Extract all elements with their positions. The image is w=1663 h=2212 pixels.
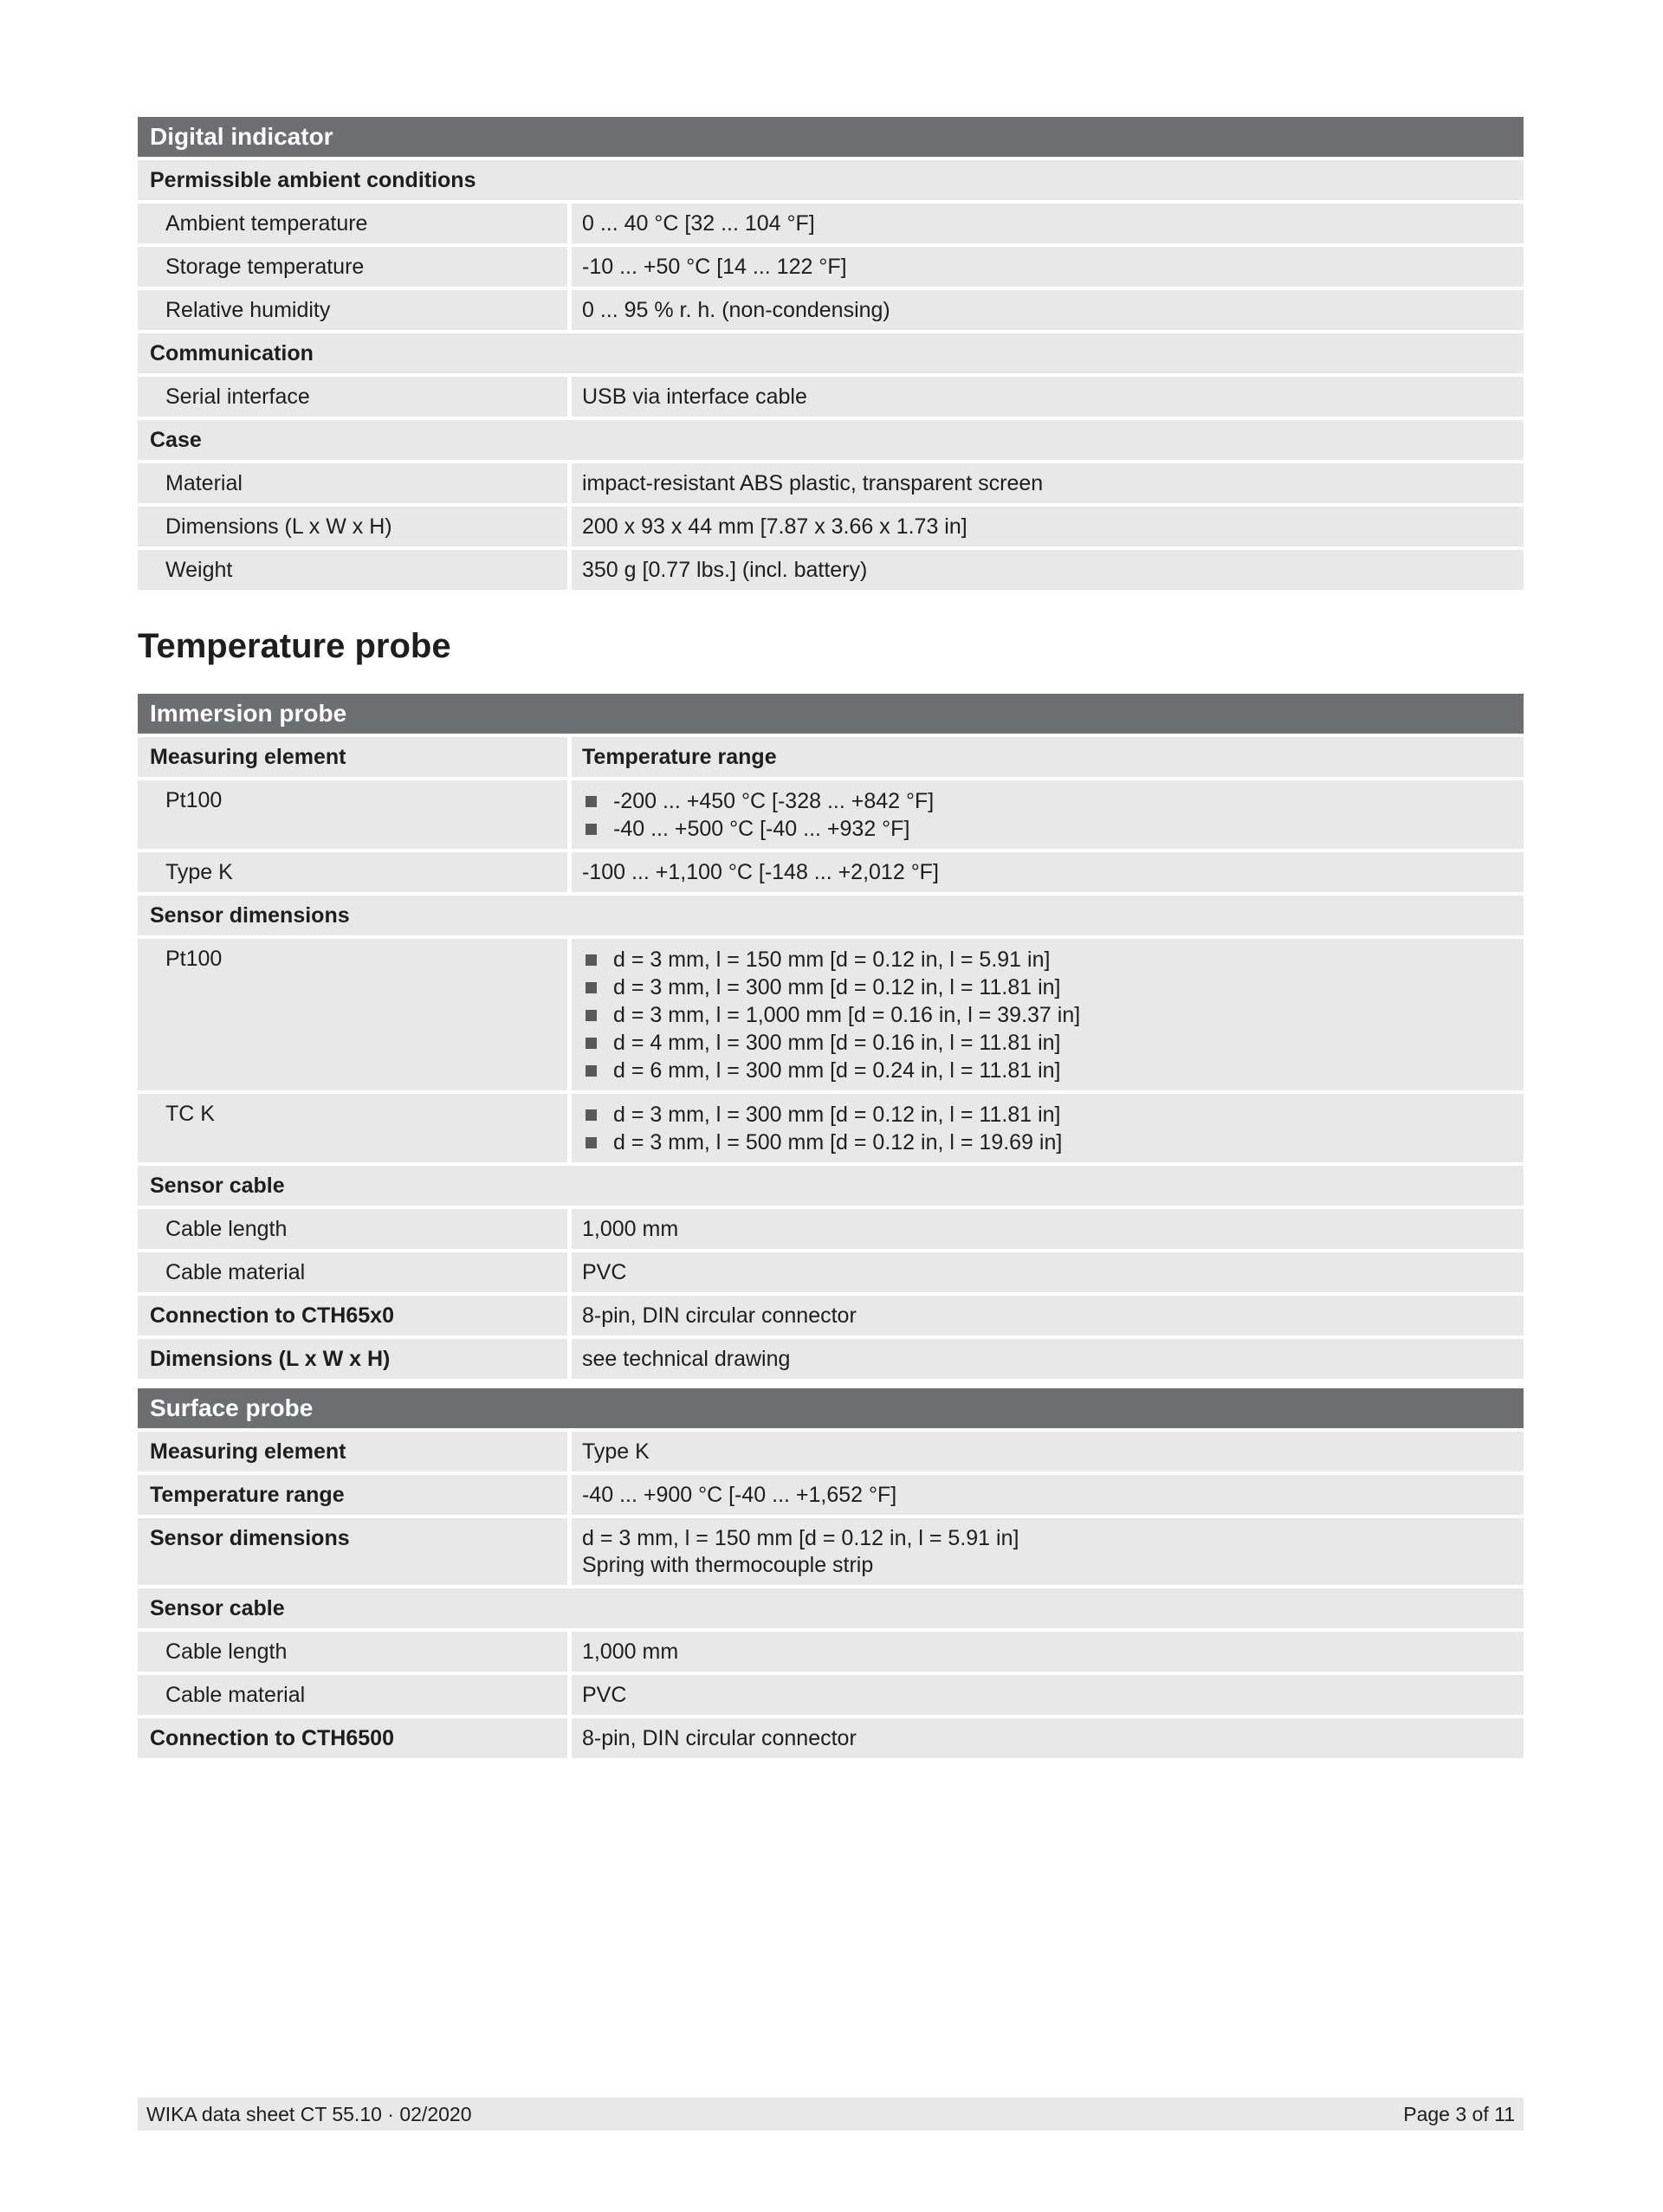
list-item: d = 3 mm, l = 150 mm [d = 0.12 in, l = 5.91 in] — [582, 946, 1524, 973]
row-label: Cable length — [138, 1209, 567, 1249]
table-row — [138, 1518, 1524, 1585]
row-label: Temperature range — [138, 1475, 567, 1515]
value-line: d = 3 mm, l = 150 mm [d = 0.12 in, l = 5.91 in] — [582, 1526, 1019, 1550]
table-header: Surface probe — [138, 1388, 1524, 1428]
row-value: 0 ... 95 % r. h. (non-condensing) — [572, 290, 1524, 330]
row-label: TC K — [138, 1094, 567, 1162]
row-value: see technical drawing — [572, 1339, 1524, 1379]
row-label: Measuring element — [138, 1432, 567, 1471]
row-value: -10 ... +50 °C [14 ... 122 °F] — [572, 247, 1524, 287]
list-item: -40 ... +500 °C [-40 ... +932 °F] — [582, 815, 1524, 843]
group-label: Sensor cable — [138, 1166, 1524, 1206]
row-value: 8-pin, DIN circular connector — [572, 1718, 1524, 1758]
row-label: Sensor dimensions — [138, 1518, 567, 1585]
row-value — [572, 1094, 1524, 1162]
list-item: d = 3 mm, l = 300 mm [d = 0.12 in, l = 11.81 in] — [582, 973, 1524, 1001]
surface-probe-table — [138, 1388, 1524, 1762]
row-label: Weight — [138, 550, 567, 590]
row-label: Pt100 — [138, 780, 567, 849]
row-value — [572, 780, 1524, 849]
row-value: 8-pin, DIN circular connector — [572, 1296, 1524, 1336]
table-row — [138, 1094, 1524, 1162]
row-value: 350 g [0.77 lbs.] (incl. battery) — [572, 550, 1524, 590]
row-label: Dimensions (L x W x H) — [138, 1339, 567, 1379]
page-footer — [138, 2098, 1524, 2131]
table-row — [138, 1339, 1524, 1379]
table-row — [138, 1475, 1524, 1515]
list-item: d = 4 mm, l = 300 mm [d = 0.16 in, l = 11.81 in] — [582, 1029, 1524, 1057]
row-label: Connection to CTH65x0 — [138, 1296, 567, 1336]
table-row — [138, 1632, 1524, 1672]
table-row — [138, 939, 1524, 1090]
table-row — [138, 1209, 1524, 1249]
digital-indicator-table — [138, 117, 1524, 593]
list-item: d = 3 mm, l = 300 mm [d = 0.12 in, l = 11.81 in] — [582, 1101, 1524, 1129]
row-value: 1,000 mm — [572, 1209, 1524, 1249]
table-row — [138, 1432, 1524, 1471]
table-row — [138, 290, 1524, 330]
row-value — [572, 939, 1524, 1090]
row-value: -40 ... +900 °C [-40 ... +1,652 °F] — [572, 1475, 1524, 1515]
row-value: PVC — [572, 1252, 1524, 1292]
table-row — [138, 463, 1524, 503]
row-value: PVC — [572, 1675, 1524, 1715]
row-label: Pt100 — [138, 939, 567, 1090]
footer-page-number: Page 3 of 11 — [1403, 2102, 1515, 2125]
row-label: Cable material — [138, 1252, 567, 1292]
group-label: Sensor dimensions — [138, 896, 1524, 935]
immersion-probe-table — [138, 694, 1524, 1382]
group-label: Sensor cable — [138, 1588, 1524, 1628]
table-header: Digital indicator — [138, 117, 1524, 157]
row-label: Relative humidity — [138, 290, 567, 330]
row-value — [572, 1518, 1524, 1585]
row-value: Type K — [572, 1432, 1524, 1471]
list-item: -200 ... +450 °C [-328 ... +842 °F] — [582, 787, 1524, 815]
table-row — [138, 780, 1524, 849]
row-value: 200 x 93 x 44 mm [7.87 x 3.66 x 1.73 in] — [572, 507, 1524, 547]
row-label: Cable material — [138, 1675, 567, 1715]
row-label: Type K — [138, 852, 567, 892]
table-row — [138, 1296, 1524, 1336]
footer-document-id: WIKA data sheet CT 55.10 · 02/2020 — [146, 2102, 472, 2125]
value-line: Spring with thermocouple strip — [582, 1553, 874, 1577]
table-row — [138, 1675, 1524, 1715]
table-row — [138, 1718, 1524, 1758]
list-item: d = 3 mm, l = 1,000 mm [d = 0.16 in, l = 39.37 in] — [582, 1001, 1524, 1029]
row-label: Serial interface — [138, 377, 567, 417]
table-row — [138, 852, 1524, 892]
table-row — [138, 737, 1524, 777]
column-header: Temperature range — [572, 737, 1524, 777]
row-value: impact-resistant ABS plastic, transparent screen — [572, 463, 1524, 503]
group-label: Permissible ambient conditions — [138, 160, 1524, 200]
list-item: d = 6 mm, l = 300 mm [d = 0.24 in, l = 11.81 in] — [582, 1057, 1524, 1084]
row-label: Cable length — [138, 1632, 567, 1672]
group-label: Case — [138, 420, 1524, 460]
table-row — [138, 507, 1524, 547]
row-value: 0 ... 40 °C [32 ... 104 °F] — [572, 204, 1524, 243]
column-header: Measuring element — [138, 737, 567, 777]
section-title: Temperature probe — [138, 627, 451, 665]
table-header: Immersion probe — [138, 694, 1524, 734]
table-row — [138, 247, 1524, 287]
row-label: Material — [138, 463, 567, 503]
table-row — [138, 1252, 1524, 1292]
row-label: Storage temperature — [138, 247, 567, 287]
group-label: Communication — [138, 333, 1524, 373]
row-value: USB via interface cable — [572, 377, 1524, 417]
row-label: Connection to CTH6500 — [138, 1718, 567, 1758]
row-value: -100 ... +1,100 °C [-148 ... +2,012 °F] — [572, 852, 1524, 892]
table-row — [138, 550, 1524, 590]
row-label: Dimensions (L x W x H) — [138, 507, 567, 547]
list-item: d = 3 mm, l = 500 mm [d = 0.12 in, l = 19.69 in] — [582, 1129, 1524, 1156]
table-row — [138, 204, 1524, 243]
row-value: 1,000 mm — [572, 1632, 1524, 1672]
table-row — [138, 377, 1524, 417]
row-label: Ambient temperature — [138, 204, 567, 243]
